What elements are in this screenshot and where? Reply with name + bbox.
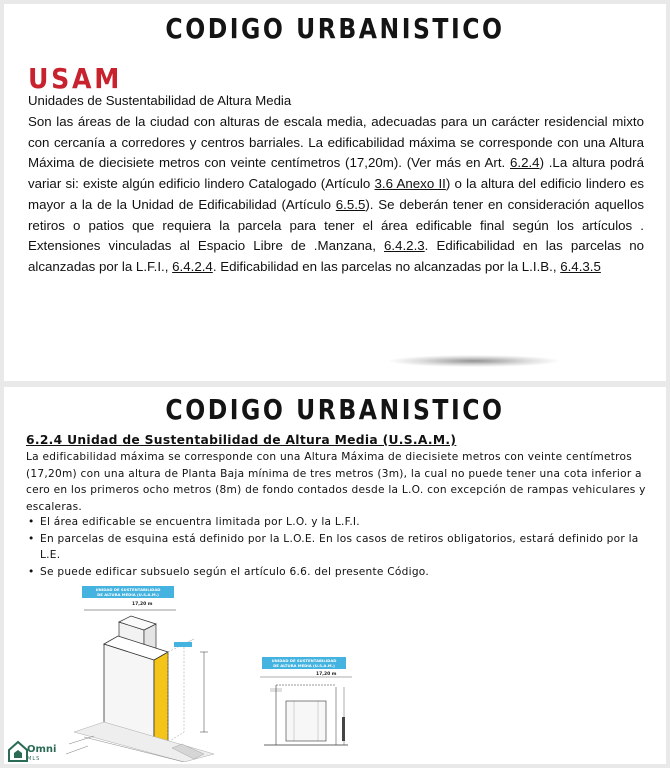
decorative-shadow <box>389 355 559 367</box>
building-drawing <box>64 582 264 762</box>
height-dimension-label: 17,20 m <box>132 602 153 607</box>
bullet-icon: • <box>28 516 35 528</box>
article-bullet-list <box>26 514 656 580</box>
bullet-icon: • <box>28 532 35 545</box>
brand-subtitle: MLS <box>27 756 41 762</box>
article-link-6-4-2-4[interactable]: 6.4.2.4 <box>172 258 213 274</box>
article-heading: 6.2.4 Unidad de Sustentabilidad de Altura Media (U.S.A.M.) <box>26 433 457 447</box>
usam-subtitle: Unidades de Sustentabilidad de Altura Media <box>28 93 292 108</box>
slide-title: CODIGO URBANISTICO <box>165 393 505 426</box>
body-text: . Edificabilidad en las parcelas no alcanzadas por la L.I.B., <box>212 258 561 274</box>
list-item <box>26 531 656 564</box>
article-link-6-4-3-5[interactable]: 6.4.3.5 <box>560 258 601 274</box>
body-text: ). Se deberán tener en consideración aquellos retiros o patios que requiera la parcela para tener el área edificable final según los artículos . Extensiones vinculadas al Espacio Libre de .Manzana, <box>28 196 644 254</box>
slide-usam-article <box>4 387 666 764</box>
slide-usam-overview <box>4 4 666 381</box>
diagram-label-line: DE ALTURA MEDIA (U.S.A.M.) <box>97 592 159 597</box>
slide-title: CODIGO URBANISTICO <box>165 12 505 45</box>
list-item <box>26 564 656 581</box>
article-body: La edificabilidad máxima se corresponde con una Altura Máxima de diecisiete metros con veinte centímetros (17,20m) con una altura de Planta Baja mínima de tres metros (3m), la cual no puede tener una cota inferior a cero en los primeros ocho metros (8m) de fondo contados desde la L.O. con excepción de rampas vehiculares y escaleras. <box>26 451 646 513</box>
diagram-label-line: UNIDAD DE SUSTENTABILIDAD <box>271 658 337 663</box>
body-text: ) .La altura podrá variar si: existe algún edificio lindero Catalogado (Artículo <box>28 155 645 192</box>
article-link-6-5-5[interactable]: 6.5.5 <box>335 196 366 212</box>
diagram-label-line: UNIDAD DE SUSTENTABILIDAD <box>95 587 161 592</box>
usam-description <box>28 112 644 278</box>
brand-name: Omni <box>27 744 57 755</box>
bullet-icon: • <box>28 565 35 578</box>
building-section-diagram <box>256 657 356 757</box>
body-text: Son las áreas de la ciudad con alturas de escala media, adecuadas para un carácter residencial mixto con cercanía a corredores y centros barriales. La edificabilidad máxima se corresponde con una Altura Máxima de diecisiete metros con veinte centímetros (17,20m). (Ver más en Art. <box>28 114 644 171</box>
bullet-text: En parcelas de esquina está definido por la L.O.E. En los casos de retiros obligatorios, estará definido por la L.E. <box>40 532 639 562</box>
diagram-label-line: DE ALTURA MEDIA (U.S.A.M.) <box>273 663 335 668</box>
article-link-6-4-2-3[interactable]: 6.4.2.3 <box>384 238 425 254</box>
list-item <box>26 514 656 531</box>
article-link-6-2-4[interactable]: 6.2.4 <box>509 155 540 171</box>
building-3d-diagram <box>64 582 264 762</box>
usam-logo: USAM <box>28 62 122 95</box>
body-text: . Edificabilidad en las parcelas no alcanzadas por la L.F.I., <box>28 238 645 274</box>
article-link-3-6-anexo-ii[interactable]: 3.6 Anexo II <box>374 176 446 192</box>
section-drawing <box>256 657 356 757</box>
body-text: ) o la altura del edificio lindero es mayor a la de la Unidad de Edificabilidad (Artículo <box>28 176 645 212</box>
height-dimension-label: 17,20 m <box>316 672 337 677</box>
bullet-text: Se puede edificar subsuelo según el artículo 6.6. del presente Código. <box>40 565 429 578</box>
bullet-text: El área edificable se encuentra limitada por L.O. y la L.F.I. <box>40 516 360 528</box>
